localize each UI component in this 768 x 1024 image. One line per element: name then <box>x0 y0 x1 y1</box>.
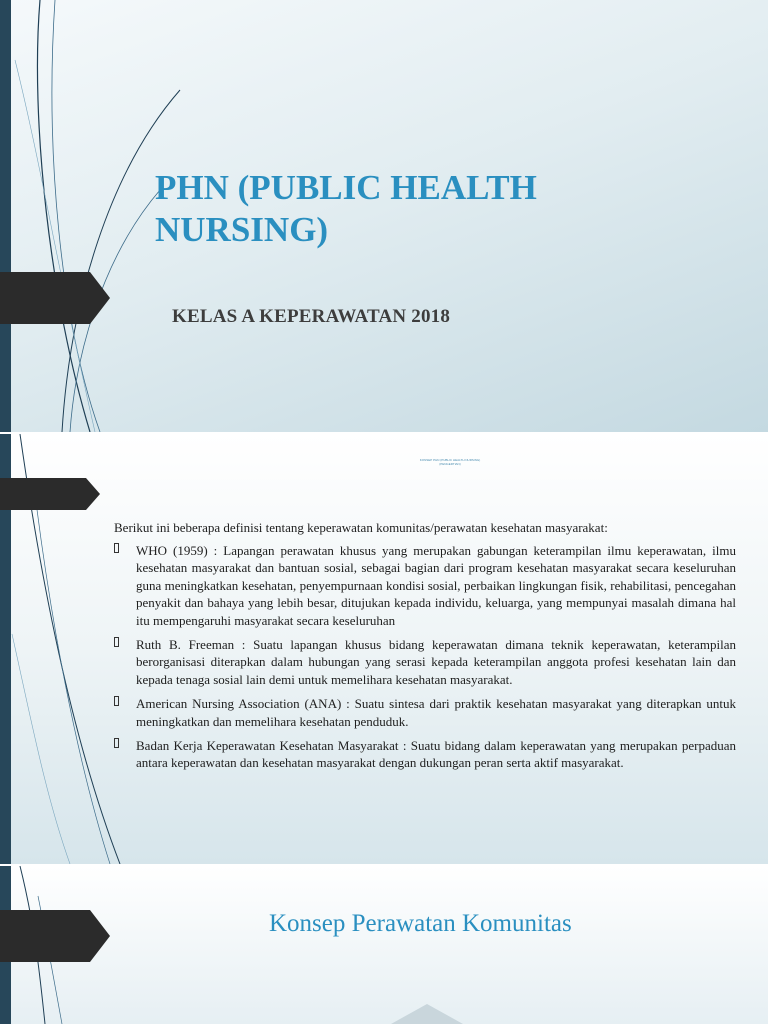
intro-text: Berikut ini beberapa definisi tentang keperawatan komunitas/perawatan kesehatan masyarakat: <box>114 520 608 535</box>
left-accent-bar <box>0 0 11 432</box>
arrow-tab-icon <box>0 478 102 510</box>
slide-header <box>360 458 540 466</box>
arrow-tab-icon <box>0 272 112 324</box>
slide-header-line: KONSEP PHN (PUBLIC HEALTH NURSING) <box>419 458 481 462</box>
definitions-slide <box>0 434 768 864</box>
concept-slide <box>0 866 768 1024</box>
arrow-tab-icon <box>0 910 112 962</box>
list-item <box>114 636 736 688</box>
slide-subtitle: KELAS A KEPERAWATAN 2018 <box>172 306 451 327</box>
slide-title: PHN (PUBLIC HEALTH NURSING) <box>155 168 537 249</box>
definition-text: American Nursing Association (ANA) : Suatu sintesa dari praktik kesehatan masyarakat yang diterapkan untuk meningkatkan dan memelihara kesehatan penduduk. <box>136 696 736 729</box>
decorative-curves <box>0 866 768 1024</box>
list-item <box>114 542 736 629</box>
list-item <box>114 695 736 730</box>
slide-title: Konsep Perawatan Komunitas <box>269 910 572 937</box>
decorative-triangle <box>391 1004 463 1024</box>
bullet-icon <box>114 543 119 553</box>
bullet-icon <box>114 738 119 748</box>
title-slide <box>0 0 768 432</box>
slide-header-line: (PENGERTIAN) <box>439 462 461 466</box>
definition-list <box>114 542 736 779</box>
definition-text: Ruth B. Freeman : Suatu lapangan khusus bidang keperawatan dimana teknik keperawatan, keterampilan berorganisasi diterapkan dalam hubungan yang serasi kepada keterampilan anggota profesi kesehatan lain dan kepada tenaga sosial lain demi untuk memelihara kesehatan masyarakat. <box>136 637 736 687</box>
bullet-icon <box>114 637 119 647</box>
definition-text: WHO (1959) : Lapangan perawatan khusus yang merupakan gabungan keterampilan ilmu keperawatan, ilmu kesehatan masyarakat dan bantuan sosial, sebagai bagian dari program kesehatan masyarakat secara keseluruhan guna meningkatkan kesehatan, penyempurnaan kondisi sosial, perbaikan lingkungan fisik, rehabilitasi, pencegahan penyakit dan bahaya yang lebih besar, ditujukan kepada individu, keluarga, yang mempunyai masalah dimana hal itu mempengaruhi masyarakat secara keseluruhan <box>136 543 736 628</box>
list-item <box>114 737 736 772</box>
definition-text: Badan Kerja Keperawatan Kesehatan Masyarakat : Suatu bidang dalam keperawatan yang merupakan perpaduan antara keperawatan dan kesehatan masyarakat dengan dukungan peran serta aktif masyarakat. <box>136 738 736 771</box>
bullet-icon <box>114 696 119 706</box>
